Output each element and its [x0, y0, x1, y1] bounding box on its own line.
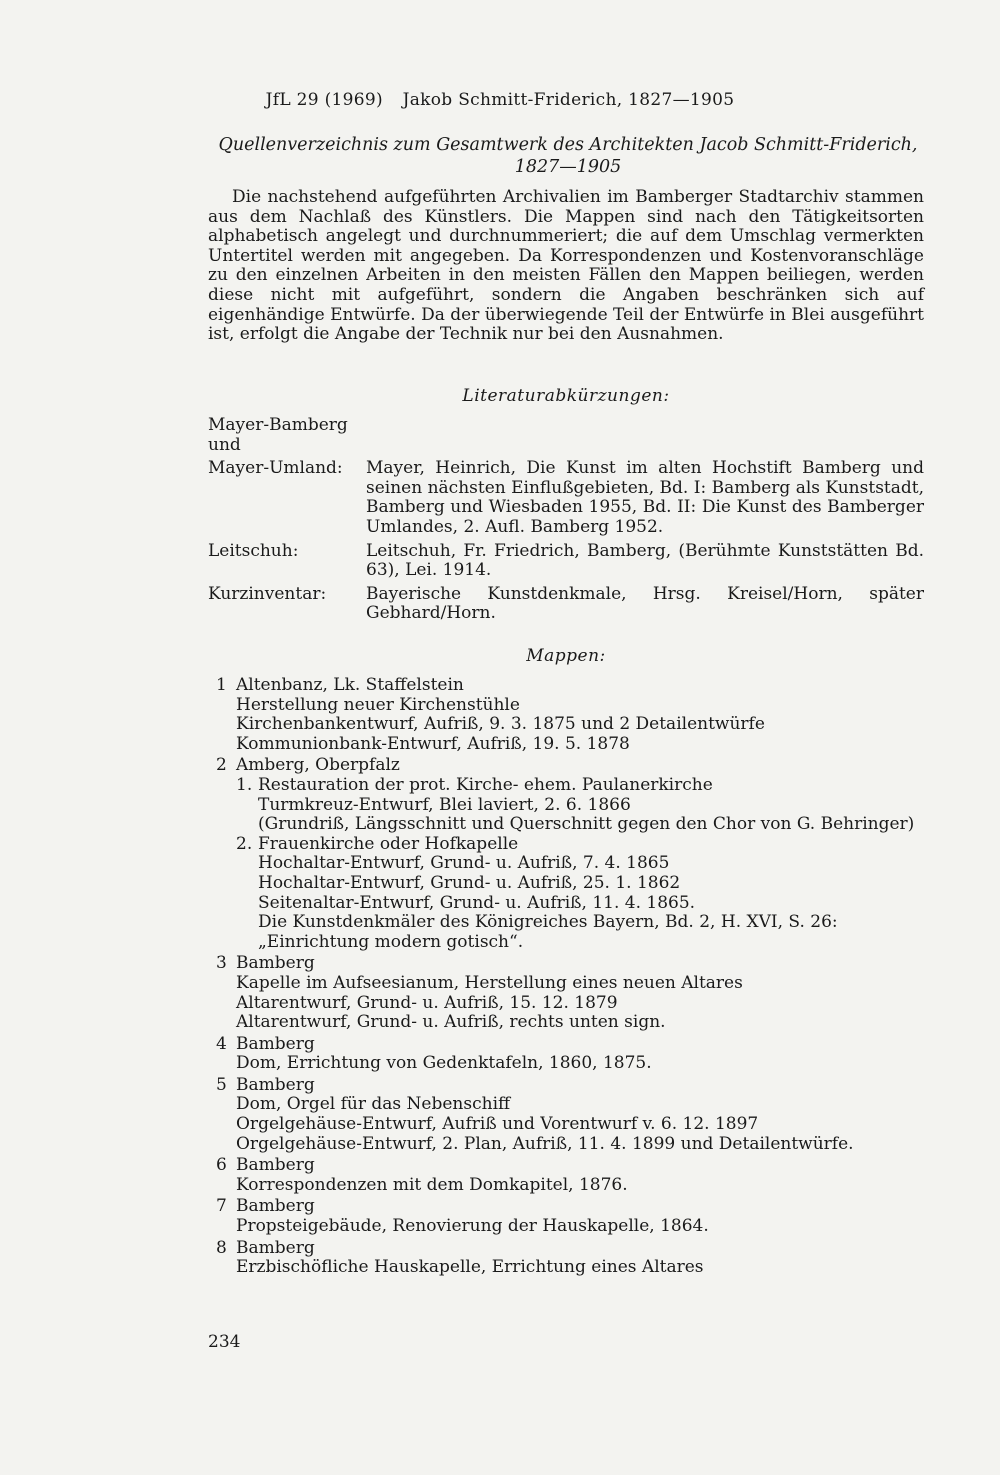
- mappe-body: [236, 1076, 924, 1154]
- abbreviation-term: Mayer-Bamberg und: [208, 415, 348, 455]
- mappe-line: Orgelgehäuse-Entwurf, 2. Plan, Aufriß, 11. 4. 1899 und Detailentwürfe.: [236, 1133, 854, 1154]
- mappe-line: Bamberg: [236, 1237, 315, 1258]
- mappe-line: Altenbanz, Lk. Staffelstein: [236, 675, 464, 695]
- abbreviation-row: [208, 459, 924, 537]
- running-head-title: Jakob Schmitt-Friderich, 1827—1905: [402, 90, 735, 110]
- mappe-line: Kommunionbank-Entwurf, Aufriß, 19. 5. 1878: [236, 733, 630, 754]
- abbreviations-heading: Literaturabkürzungen:: [462, 386, 670, 406]
- intro-paragraph: [208, 188, 924, 345]
- mappe-line: Bamberg: [236, 953, 315, 974]
- mappe-number: 8: [216, 1237, 227, 1258]
- mappe-subentry-body: [258, 776, 924, 835]
- mappe-subentry-number: 2.: [236, 833, 253, 854]
- mappe-line: Turmkreuz-Entwurf, Blei laviert, 2. 6. 1866: [258, 794, 631, 815]
- mappe-number: 3: [216, 953, 227, 974]
- mappe-line: Dom, Errichtung von Gedenktafeln, 1860, 1875.: [236, 1053, 652, 1074]
- mappe-line: Kapelle im Aufseesianum, Herstellung eines neuen Altares: [236, 972, 743, 993]
- mappe-number: 5: [216, 1074, 227, 1095]
- abbreviation-row: [208, 542, 924, 581]
- mappe-line: Die Kunstdenkmäler des Königreiches Bayern, Bd. 2, H. XVI, S. 26: „Einrichtung modern gotisch“.: [258, 912, 838, 952]
- mappe-entry: [216, 1076, 924, 1154]
- mappe-line: Herstellung neuer Kirchenstühle: [236, 694, 520, 715]
- mappen-heading: Mappen:: [526, 646, 606, 666]
- mappe-body: [236, 1156, 924, 1195]
- mappe-line: Erzbischöfliche Hauskapelle, Errichtung eines Altares: [236, 1257, 704, 1278]
- mappe-line: Propsteigebäude, Renovierung der Hauskapelle, 1864.: [236, 1216, 709, 1237]
- mappe-line: Bamberg: [236, 1033, 315, 1054]
- running-head: [0, 90, 1000, 110]
- mappe-number: 7: [216, 1196, 227, 1217]
- mappe-body: [236, 1035, 924, 1074]
- mappe-entry: [216, 1239, 924, 1278]
- abbreviation-definition: Bayerische Kunstdenkmale, Hrsg. Kreisel/Horn, später Gebhard/Horn.: [366, 583, 924, 624]
- mappe-line: Korrespondenzen mit dem Domkapitel, 1876.: [236, 1174, 628, 1195]
- mappe-entry: [216, 1197, 924, 1236]
- abbreviation-term: Kurzinventar:: [208, 583, 327, 604]
- mappe-line: Restauration der prot. Kirche- ehem. Paulanerkirche: [258, 774, 713, 795]
- mappe-number: 2: [216, 755, 227, 776]
- abbreviation-definition: [366, 416, 924, 455]
- mappe-line: Bamberg: [236, 1074, 315, 1095]
- mappe-number: 1: [216, 675, 227, 695]
- abbreviation-definition: Mayer, Heinrich, Die Kunst im alten Hochstift Bamberg und seinen nächsten Einflußgebieten, Bd. I: Bamberg als Kunststadt, Bamberg und Wiesbaden 1955, Bd. II: Die Kunst des Bamberger Umlandes, 2. Aufl. Bamberg 1952.: [366, 458, 924, 537]
- mappe-number: 4: [216, 1033, 227, 1054]
- mappe-line: Altarentwurf, Grund- u. Aufriß, 15. 12. 1879: [236, 992, 618, 1013]
- mappe-subentry: [236, 776, 924, 835]
- mappe-number: 6: [216, 1155, 227, 1176]
- mappe-subentry-number: 1.: [236, 774, 253, 795]
- mappe-subentry: [236, 835, 924, 953]
- mappe-body: [236, 1197, 924, 1236]
- mappe-body: [236, 756, 924, 952]
- mappe-body: [236, 954, 924, 1032]
- mappe-entry: [216, 1156, 924, 1195]
- mappe-line: Hochaltar-Entwurf, Grund- u. Aufriß, 7. 4. 1865: [258, 853, 670, 874]
- abbreviations-list: [208, 416, 924, 628]
- abbreviation-row: [208, 585, 924, 624]
- mappe-line: Amberg, Oberpfalz: [236, 755, 400, 776]
- mappe-line: Bamberg: [236, 1155, 315, 1176]
- document-title-line: 1827—1905: [514, 157, 622, 177]
- mappen-list: [216, 676, 924, 1280]
- abbreviation-term: Leitschuh:: [208, 540, 299, 561]
- mappe-line: Frauenkirche oder Hofkapelle: [258, 833, 519, 854]
- mappe-line: Bamberg: [236, 1196, 315, 1217]
- mappe-body: [236, 676, 924, 754]
- mappe-line: Altarentwurf, Grund- u. Aufriß, rechts unten sign.: [236, 1012, 666, 1033]
- mappe-line: Orgelgehäuse-Entwurf, Aufriß und Vorentwurf v. 6. 12. 1897: [236, 1114, 759, 1135]
- document-title-line: Quellenverzeichnis zum Gesamtwerk des Architekten Jacob Schmitt-Friderich,: [218, 135, 918, 155]
- abbreviation-definition: Leitschuh, Fr. Friedrich, Bamberg, (Berühmte Kunststätten Bd. 63), Lei. 1914.: [366, 540, 924, 581]
- page-number: 234: [208, 1332, 241, 1352]
- mappe-entry: [216, 1035, 924, 1074]
- mappe-line: Hochaltar-Entwurf, Grund- u. Aufriß, 25. 1. 1862: [258, 872, 681, 893]
- mappe-line: (Grundriß, Längsschnitt und Querschnitt gegen den Chor von G. Behringer): [258, 814, 915, 835]
- mappe-body: [236, 1239, 924, 1278]
- intro-text: Die nachstehend aufgeführten Archivalien im Bamberger Stadtarchiv stammen aus dem Nachlaß des Künstlers. Die Mappen sind nach den Tätigkeitsorten alphabetisch angelegt und durchnummeriert; die auf dem Umschlag vermerkten Untertitel werden mit angegeben. Da Korrespondenzen und Kostenvoranschläge zu den einzelnen Arbeiten in den meisten Fällen den Mappen beiliegen, werden diese nicht mit aufgeführt, sondern die Angaben beschränken sich auf eigenhändige Entwürfe. Da der überwiegende Teil der Entwürfe in Blei ausgeführt ist, erfolgt die Angabe der Technik nur bei den Ausnahmen.: [208, 187, 924, 345]
- mappe-entry: [216, 676, 924, 754]
- mappe-line: Seitenaltar-Entwurf, Grund- u. Aufriß, 11. 4. 1865.: [258, 892, 696, 913]
- mappe-line: Kirchenbankentwurf, Aufriß, 9. 3. 1875 und 2 Detailentwürfe: [236, 714, 765, 735]
- mappe-subentry-body: [258, 835, 924, 953]
- abbreviation-row: [208, 416, 924, 455]
- running-head-volume: JfL 29 (1969): [265, 90, 383, 110]
- abbreviation-term: Mayer-Umland:: [208, 458, 343, 479]
- mappe-line: Dom, Orgel für das Nebenschiff: [236, 1094, 511, 1115]
- document-title: [208, 134, 928, 178]
- mappe-entry: [216, 954, 924, 1032]
- mappe-entry: [216, 756, 924, 952]
